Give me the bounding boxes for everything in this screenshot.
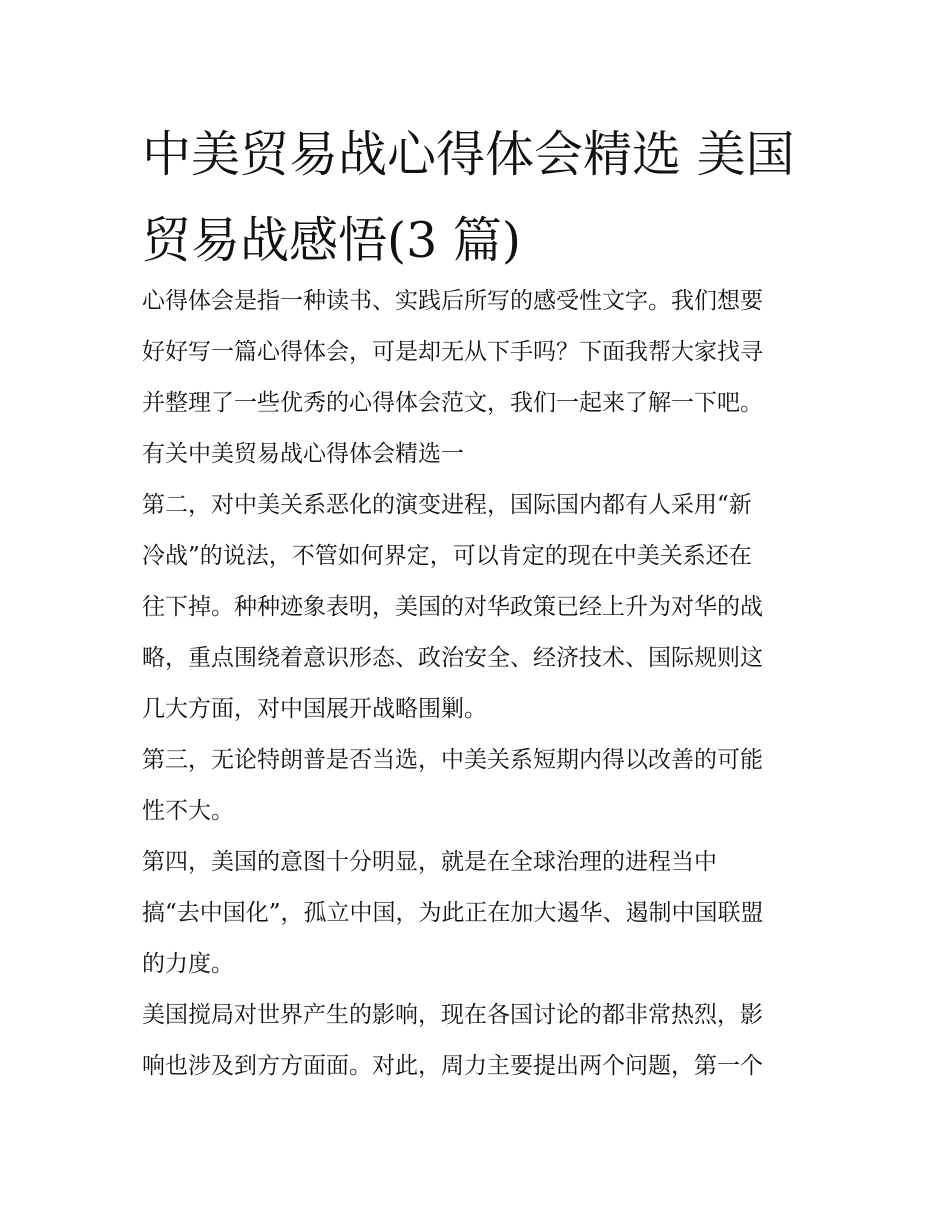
- intro-paragraph: [142, 276, 814, 429]
- paragraph-third: [142, 735, 814, 837]
- text-line: 往下掉。种种迹象表明，美国的对华政策已经上升为对华的战: [142, 594, 763, 620]
- text-line: 几大方面，对中国展开战略围剿。: [142, 696, 487, 722]
- text-line: 略，重点围绕着意识形态、政治安全、经济技术、国际规则这: [142, 645, 763, 671]
- text-line: 第二，对中美关系恶化的演变进程，国际国内都有人采用“新: [142, 492, 752, 518]
- text-line: 并整理了一些优秀的心得体会范文，我们一起来了解一下吧。: [142, 390, 763, 416]
- section-heading: [142, 429, 814, 480]
- text-line: 心得体会是指一种读书、实践后所写的感受性文字。我们想要: [142, 288, 763, 314]
- text-line: 好好写一篇心得体会，可是却无从下手吗？下面我帮大家找寻: [142, 339, 763, 365]
- document-body: [142, 276, 814, 1092]
- title-line: 中美贸易战心得体会精选 美国: [142, 126, 795, 183]
- document-title: [142, 112, 814, 284]
- title-line: 贸易战感悟(3 篇): [142, 212, 521, 269]
- text-line: 性不大。: [142, 798, 234, 824]
- paragraph-second: [142, 480, 814, 735]
- paragraph-fifth: [142, 990, 814, 1092]
- text-line: 美国搅局对世界产生的影响，现在各国讨论的都非常热烈，影: [142, 1002, 763, 1028]
- text-line: 第四，美国的意图十分明显，就是在全球治理的进程当中: [142, 849, 717, 875]
- text-line: 第三，无论特朗普是否当选，中美关系短期内得以改善的可能: [142, 747, 763, 773]
- text-line: 响也涉及到方方面面。对此，周力主要提出两个问题，第一个: [142, 1053, 763, 1079]
- text-line: 冷战”的说法，不管如何界定，可以肯定的现在中美关系还在: [142, 543, 752, 569]
- paragraph-fourth: [142, 837, 814, 990]
- text-line: 搞“去中国化”，孤立中国，为此正在加大遏华、遏制中国联盟: [142, 900, 764, 926]
- text-line: 有关中美贸易战心得体会精选一: [142, 441, 464, 467]
- text-line: 的力度。: [142, 951, 234, 977]
